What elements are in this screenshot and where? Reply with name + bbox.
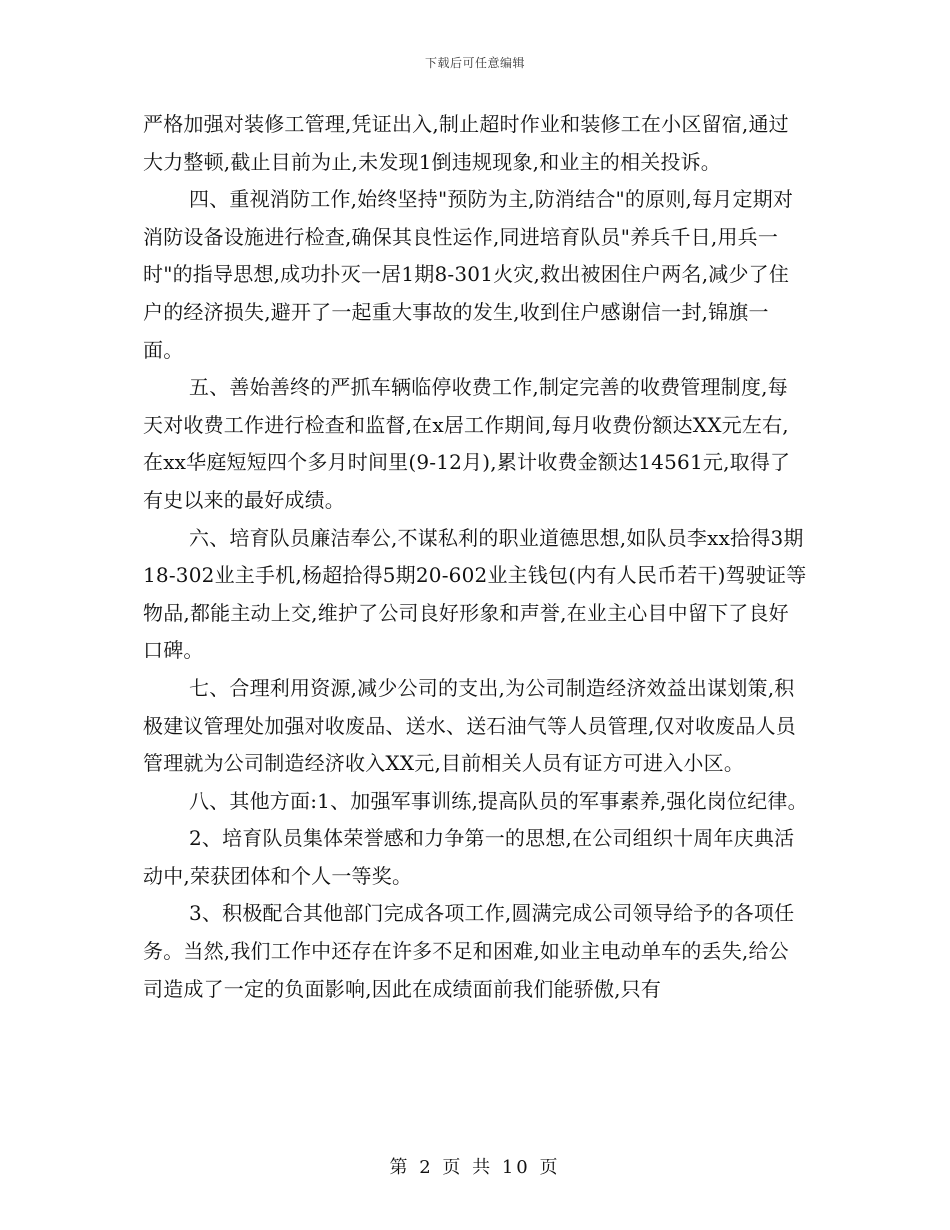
paragraph-8: 3、积极配合其他部门完成各项工作,圆满完成公司领导给予的各项任务。当然,我们工作中还存在许多不足和困难,如业主电动单车的丢失,给公司造成了一定的负面影响,因此在成绩面前我们能骄傲,只有: [143, 901, 795, 1001]
page-header: 下载后可任意编辑: [424, 56, 525, 70]
paragraph-4: 六、培育队员廉洁奉公,不谋私利的职业道德思想,如队员李xx拾得3期18-302业主手机,杨超拾得5期20-602业主钱包(内有人民币若干)驾驶证等物品,都能主动上交,维护了公司良好形象和声誉,在业主心目中留下了良好口碑。: [143, 525, 807, 663]
paragraph-1: 严格加强对装修工管理,凭证出入,制止超时作业和装修工在小区留宿,通过大力整顿,截止目前为止,未发现1倒违规现象,和业主的相关投诉。: [143, 112, 789, 174]
paragraph-5: 七、合理利用资源,减少公司的支出,为公司制造经济效益出谋划策,积极建议管理处加强对收废品、送水、送石油气等人员管理,仅对收废品人员管理就为公司制造经济收入XX元,目前相关人员有证方可进入小区。: [143, 675, 796, 776]
paragraph-3: 五、善始善终的严抓车辆临停收费工作,制定完善的收费管理制度,每天对收费工作进行检查和监督,在x居工作期间,每月收费份额达XX元左右,在xx华庭短短四个多月时间里(9-12月),累计收费金额达14561元,取得了有史以来的最好成绩。: [143, 375, 791, 512]
document-body: [143, 106, 808, 1008]
paragraph-6: 八、其他方面:1、加强军事训练,提高队员的军事素养,强化岗位纪律。: [189, 788, 808, 813]
page-footer: 第 2 页 共 10 页: [389, 1157, 561, 1178]
paragraph-7: 2、培育队员集体荣誉感和力争第一的思想,在公司组织十周年庆典活动中,荣获团体和个人一等奖。: [143, 826, 795, 888]
paragraph-2: 四、重视消防工作,始终坚持"预防为主,防消结合"的原则,每月定期对消防设备设施进行检查,确保其良性运作,同进培育队员"养兵千日,用兵一时"的指导思想,成功扑灭一居1期8-301火灾,救出被困住户两名,减少了住户的经济损失,避开了一起重大事故的发生,收到住户感谢信一封,锦旗一面。: [143, 187, 794, 362]
